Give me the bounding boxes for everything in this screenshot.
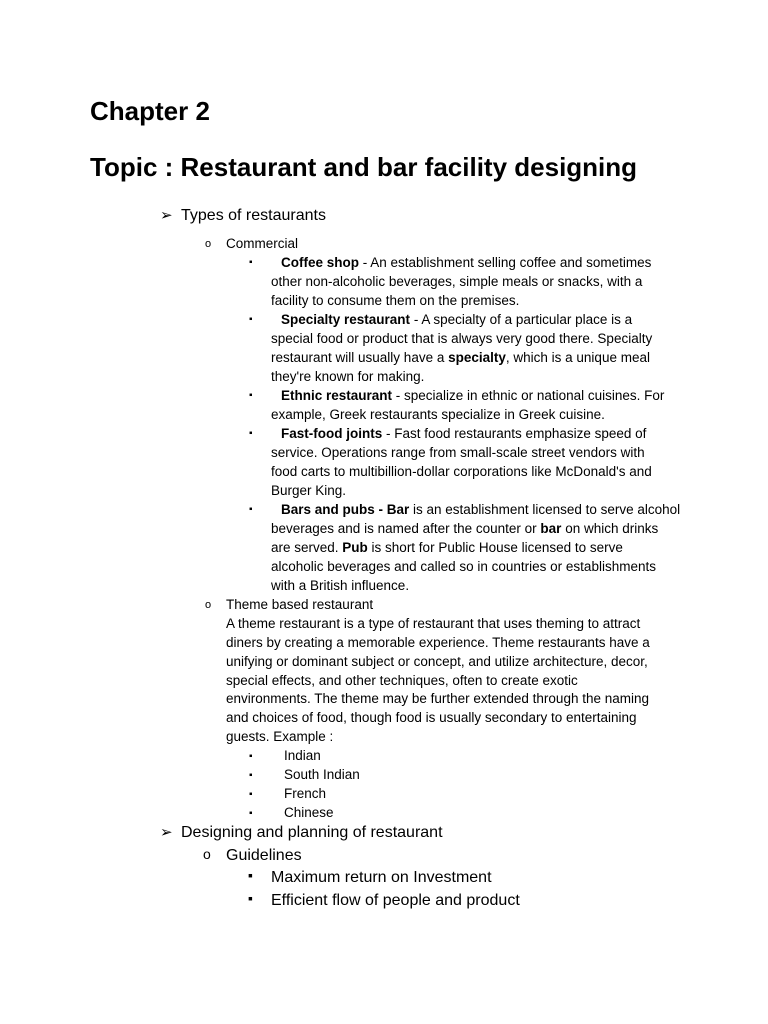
theme-label: Theme based restaurant [226, 597, 374, 612]
term-coffee-shop: Coffee shop [281, 255, 360, 270]
types-heading: Types of restaurants [181, 207, 326, 224]
square-bullet-icon: ▪ [249, 390, 253, 401]
guideline-item: Efficient flow of people and product [271, 892, 520, 909]
arrow-bullet-icon: ➢ [160, 824, 173, 841]
square-bullet-icon: ▪ [249, 751, 253, 762]
square-bullet-icon: ▪ [249, 428, 253, 439]
designing-heading: Designing and planning of restaurant [181, 824, 443, 841]
list-item-ethnic-restaurant: Ethnic restaurant - specialize in ethnic or national cuisines. For example, Greek restaurants specialize in Greek cuisine. [271, 388, 665, 422]
term-ethnic-restaurant: Ethnic restaurant [281, 388, 393, 403]
example-item: French [284, 786, 327, 801]
theme-restaurant-block: Theme based restaurant A theme restaurant is a type of restaurant that uses theming to attract diners by creating a memorable experience. Theme restaurants have a unifying or dominant subject or concept, and utilize architecture, decor, special effects, and other techniques, often to create exotic environments. The theme may be further extended through the naming and choices of food, though food is usually secondary to entertaining guests. Example : [226, 597, 650, 745]
term-fast-food-joints: Fast-food joints [281, 426, 383, 441]
circle-bullet-icon: o [205, 238, 212, 250]
commercial-label: Commercial [226, 236, 299, 251]
list-item-specialty-restaurant: Specialty restaurant - A specialty of a particular place is a special food or product that is always very good there. Specialty restaurant will usually have a specialty, which is a unique meal they're known for making. [271, 312, 653, 384]
term-bars-and-pubs: Bars and pubs - Bar [281, 502, 410, 517]
square-bullet-icon: ▪ [249, 314, 253, 325]
square-bullet-icon: ▪ [249, 808, 253, 819]
square-bullet-icon: ▪ [249, 789, 253, 800]
square-bullet-icon: ▪ [248, 890, 253, 906]
topic-title: Topic : Restaurant and bar facility designing [90, 152, 638, 182]
example-item: South Indian [284, 767, 360, 782]
list-item-fast-food-joints: Fast-food joints - Fast food restaurants emphasize speed of service. Operations range from small-scale street vendors with food carts to multibillion-dollar corporations like McDonald's and Burger King. [271, 426, 652, 498]
circle-bullet-icon: o [203, 846, 211, 862]
chapter-title: Chapter 2 [90, 96, 210, 126]
square-bullet-icon: ▪ [249, 504, 253, 515]
arrow-bullet-icon: ➢ [160, 207, 173, 224]
list-item-bars-and-pubs: Bars and pubs - Bar is an establishment licensed to serve alcohol beverages and is named after the counter or bar on which drinks are served. Pub is short for Public House licensed to serve alcoholic beverages and called so in countries or establishments with a British influence. [271, 502, 681, 593]
square-bullet-icon: ▪ [249, 257, 253, 268]
guideline-item: Maximum return on Investment [271, 869, 492, 886]
square-bullet-icon: ▪ [249, 770, 253, 781]
list-item-coffee-shop: Coffee shop - An establishment selling coffee and sometimes other non-alcoholic beverages, simple meals or snacks, with a facility to consume them on the premises. [271, 255, 652, 308]
example-item: Chinese [284, 805, 334, 820]
example-item: Indian [284, 748, 321, 763]
square-bullet-icon: ▪ [248, 867, 253, 883]
guidelines-label: Guidelines [226, 847, 302, 864]
term-specialty-restaurant: Specialty restaurant [281, 312, 411, 327]
circle-bullet-icon: o [205, 599, 212, 611]
